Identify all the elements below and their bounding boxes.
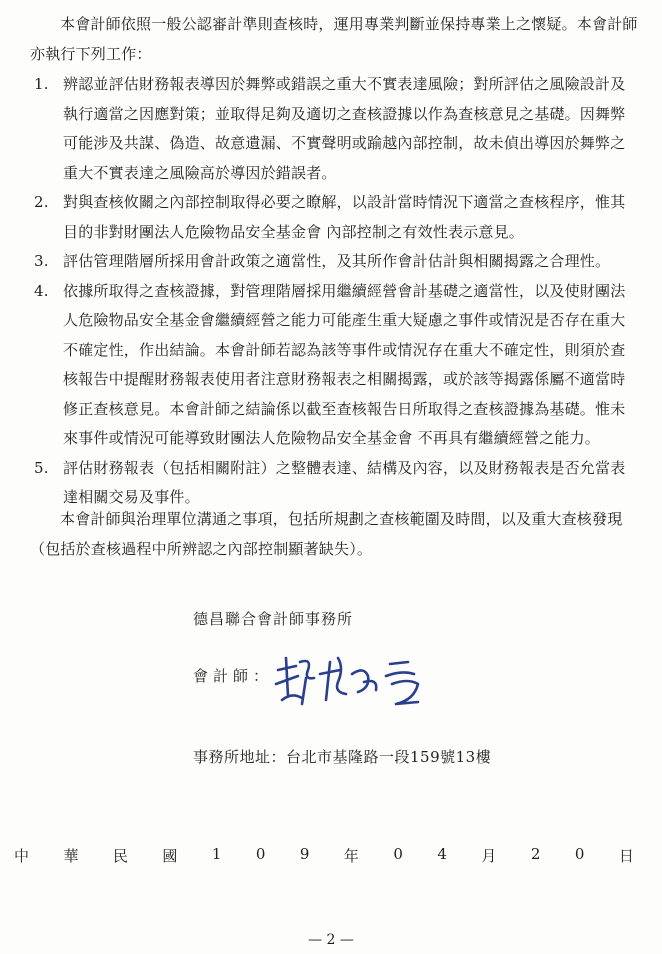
list-item xyxy=(30,188,640,247)
date-char: 4 xyxy=(437,845,447,863)
item-text: 評估財務報表（包括相關附註）之整體表達、結構及內容，以及財務報表是否允當表達相關交易及事件。 xyxy=(63,458,626,506)
list-item xyxy=(30,277,640,454)
firm-name: 德昌聯合會計師事務所 xyxy=(193,610,354,628)
item-number: 4. xyxy=(34,281,49,300)
firm-address: 事務所地址：台北市基隆路一段159號13樓 xyxy=(193,748,492,766)
date-char: 民 xyxy=(112,847,128,865)
date-char: 華 xyxy=(63,847,79,865)
report-date xyxy=(14,845,634,866)
item-text: 依據所取得之查核證據，對管理階層採用繼續經營會計基礎之適當性，以及使財團法人危險物品安全基金會繼續經營之能力可能產生重大疑慮之事件或情況是否存在重大不確定性，作出結論。本會計師若認為該等事件或情況存在重大不確定性，則須於查核報告中提醒財務報表使用者注意財務報表之相關揭露，或於該等揭露係屬不適當時修正查核意見。本會計師之結論係以截至查核報告日所取得之查核證據為基礎。惟未來事件或情況可能導致財團法人危險物品安全基金會 不再具有繼續經營之能力。 xyxy=(63,281,626,447)
item-number: 3. xyxy=(34,252,49,270)
date-char: 國 xyxy=(162,847,178,865)
handwritten-signature xyxy=(268,648,438,718)
date-char: 1 xyxy=(211,845,222,863)
item-number: 5. xyxy=(34,458,49,477)
list-item xyxy=(30,454,640,513)
communication-paragraph: 本會計師與治理單位溝通之事項，包括所規劃之查核範圍及時間，以及重大查核發現（包括於查核過程中所辨認之內部控制顯著缺失）。 xyxy=(30,510,623,558)
intro-paragraph: 本會計師依照一般公認審計準則查核時，運用專業判斷並保持專業上之懷疑。本會計師亦執行下列工作： xyxy=(30,15,638,63)
date-char: 日 xyxy=(618,847,634,865)
cpa-label: 會計師： xyxy=(193,667,274,685)
date-char: 9 xyxy=(299,845,310,863)
list-item xyxy=(30,247,640,277)
date-char: 0 xyxy=(393,845,403,863)
item-text: 對與查核攸關之內部控制取得必要之瞭解，以設計當時情況下適當之查核程序，惟其目的非對財團法人危險物品安全基金會 內部控制之有效性表示意見。 xyxy=(63,193,626,241)
item-text: 評估管理階層所採用會計政策之適當性，及其所作會計估計與相關揭露之合理性。 xyxy=(63,252,611,270)
page-number: — 2 — xyxy=(308,932,354,948)
list-item xyxy=(30,70,640,188)
date-char: 0 xyxy=(255,845,266,863)
date-char: 2 xyxy=(530,845,541,863)
procedures-list xyxy=(30,70,640,513)
date-char: 月 xyxy=(481,847,497,865)
item-number: 1. xyxy=(34,75,49,93)
date-char: 中 xyxy=(14,847,30,865)
date-char: 年 xyxy=(343,847,359,865)
item-number: 2. xyxy=(34,193,49,211)
date-char: 0 xyxy=(574,845,585,863)
item-text: 辨認並評估財務報表導因於舞弊或錯誤之重大不實表達風險；對所評估之風險設計及執行適當之因應對策；並取得足夠及適切之查核證據以作為查核意見之基礎。因舞弊可能涉及共謀、偽造、故意遺漏、不實聲明或踰越內部控制，故未偵出導因於舞弊之重大不實表達之風險高於導因於錯誤者。 xyxy=(63,75,626,182)
